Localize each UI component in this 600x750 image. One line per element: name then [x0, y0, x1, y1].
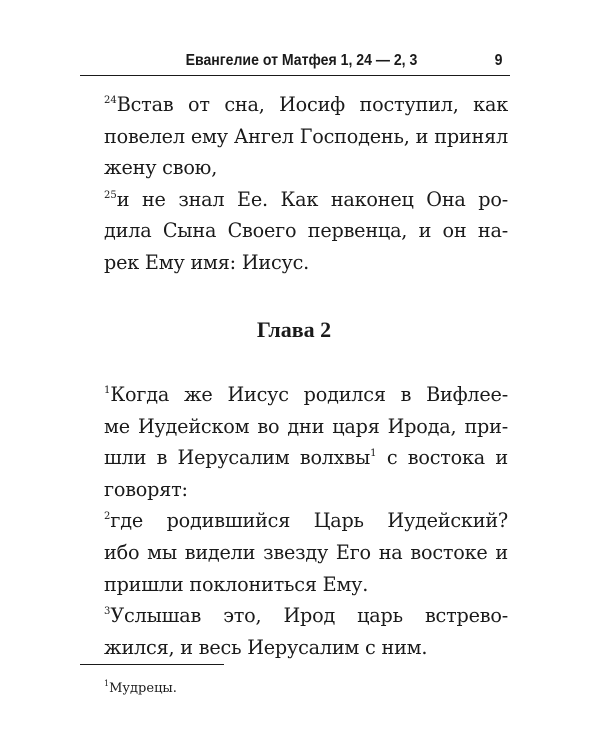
- verse-text: шли в Иерусалим волхвы: [104, 446, 371, 470]
- verse-2: [80, 505, 508, 600]
- verse-line: пришли поклониться Ему.: [104, 572, 369, 596]
- verse-25: [80, 184, 508, 279]
- verse-line: повелел ему Ангел Господень, и принял: [104, 124, 508, 148]
- footnote-rule: [80, 664, 224, 665]
- footnote-reference[interactable]: 1: [370, 448, 377, 460]
- verse-line: жену свою,: [104, 156, 218, 180]
- verse-text: с востока и: [376, 446, 508, 470]
- verse-line: [80, 379, 508, 411]
- verse-line: рек Ему имя: Иисус.: [104, 250, 310, 274]
- verse-number: 1: [104, 385, 111, 396]
- verse-line: дила Сына Своего первенца, и он на-: [104, 219, 508, 243]
- verse-text: Встав от сна, Иосиф поступил, как: [116, 93, 508, 116]
- verse-text: где родившийся Царь Иудейский?: [110, 509, 508, 533]
- verse-line: ибо мы видели звезду Его на востоке и: [104, 540, 508, 564]
- verse-line: [80, 600, 508, 632]
- verse-line: [80, 505, 508, 537]
- chapter-1-ending: [80, 89, 508, 279]
- verse-3: [80, 600, 508, 663]
- verse-text: Услышав это, Ирод царь встрево-: [110, 604, 508, 628]
- verse-24: [80, 89, 508, 184]
- footnote-text: Мудрецы.: [109, 681, 177, 696]
- verse-line: говорят:: [104, 477, 188, 501]
- verse-text: и не знал Ее. Как наконец Она ро-: [116, 187, 508, 211]
- verse-number: 25: [104, 189, 117, 201]
- verse-line: [80, 89, 508, 121]
- footnote: [104, 680, 177, 698]
- page-number: 9: [494, 52, 503, 69]
- verse-number: 24: [104, 95, 117, 106]
- running-header-title: Евангелие от Матфея 1, 24 — 2, 3: [185, 52, 418, 69]
- verse-line: жился, и весь Иерусалим с ним.: [104, 635, 428, 659]
- verse-1: [80, 379, 508, 505]
- chapter-heading: Глава 2: [256, 317, 332, 342]
- verse-number: 2: [104, 511, 111, 523]
- running-header: [80, 52, 503, 74]
- verse-line: [80, 442, 508, 474]
- header-rule: [80, 75, 510, 76]
- verse-number: 3: [104, 606, 111, 618]
- chapter-2-text: [80, 379, 508, 663]
- verse-text: Когда же Иисус родился в Вифлее-: [110, 383, 508, 406]
- verse-line: [80, 184, 508, 216]
- verse-line: ме Иудейском во дни царя Ирода, при-: [104, 414, 508, 438]
- footnote-number: 1: [104, 679, 110, 688]
